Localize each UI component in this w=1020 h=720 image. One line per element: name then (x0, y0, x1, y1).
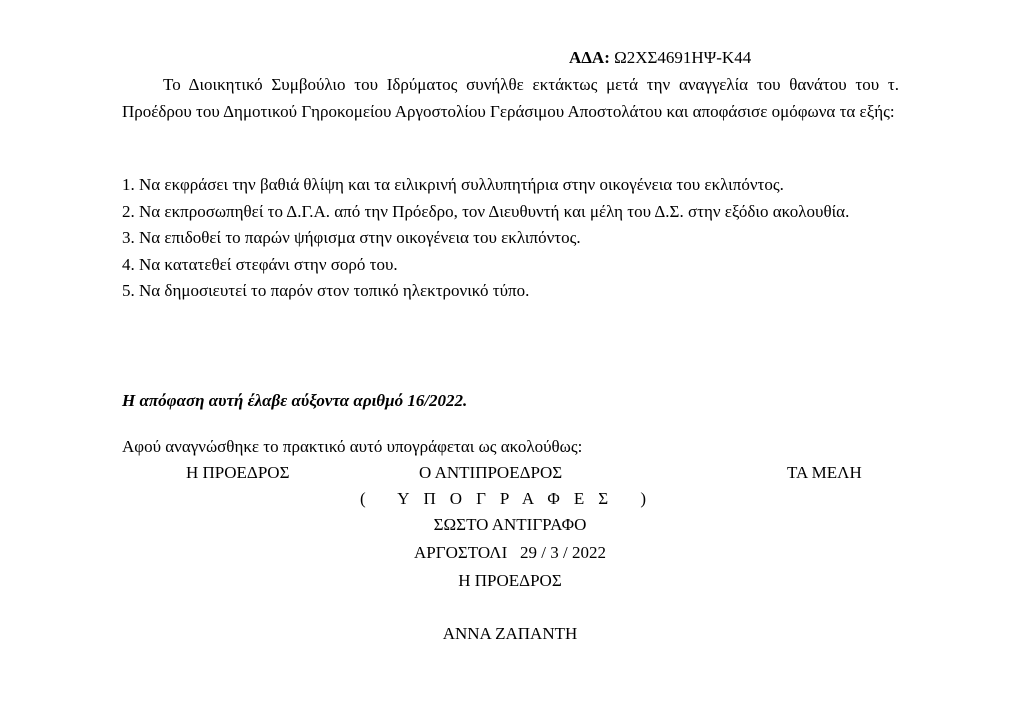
decision-item-3: 3. Να επιδοθεί το παρών ψήφισμα στην οικογένεια του εκλιπόντος. (122, 228, 581, 247)
place-date: ΑΡΓΟΣΤΟΛΙ 29 / 3 / 2022 (414, 543, 606, 562)
ada-reference (569, 48, 751, 68)
ada-value: Ω2ΧΣ4691ΗΨ-Κ44 (614, 48, 752, 67)
signatures-label: ( ΥΠΟΓΡΑΦΕΣ ) (359, 489, 661, 508)
decision-item-5: 5. Να δημοσιευτεί το παρόν στον τοπικό ηλεκτρονικό τύπο. (122, 281, 530, 300)
intro-paragraph: Το Διοικητικό Συμβούλιο του Ιδρύματος συνήλθε εκτάκτως μετά την αναγγελία του θανάτου του τ. Προέδρου του Δημοτικού Γηροκομείου Αργοστολίου Γεράσιμου Αποστολάτου και αποφάσισε ομόφωνα τα εξής: (122, 75, 899, 121)
decision-item-4: 4. Να κατατεθεί στεφάνι στην σορό του. (122, 254, 398, 274)
closing-title: Η ΠΡΟΕΔΡΟΣ (458, 571, 562, 590)
decision-item-1: 1. Να εκφράσει την βαθιά θλίψη και τα ειλικρινή συλλυπητήρια στην οικογένεια του εκλιπόντος. (122, 175, 784, 194)
signatory-vice-president: Ο ΑΝΤΙΠΡΟΕΔΡΟΣ (419, 463, 563, 482)
true-copy-label: ΣΩΣΤΟ ΑΝΤΙΓΡΑΦΟ (433, 515, 587, 534)
signatory-president: Η ΠΡΟΕΔΡΟΣ (186, 463, 290, 482)
decision-items-list (122, 172, 899, 305)
after-reading-line: Αφού αναγνώσθηκε το πρακτικό αυτό υπογράφεται ως ακολούθως: (122, 437, 583, 456)
closing-name: ΑΝΝΑ ΖΑΠΑΝΤΗ (442, 624, 578, 643)
signatory-members: ΤΑ ΜΕΛΗ (787, 463, 862, 482)
decision-number: Η απόφαση αυτή έλαβε αύξοντα αριθμό 16/2022. (122, 391, 468, 410)
decision-item-2: 2. Να εκπροσωπηθεί το Δ.Γ.Α. από την Πρόεδρο, τον Διευθυντή και μέλη του Δ.Σ. στην εξόδιο ακολουθία. (122, 201, 850, 221)
ada-label: ΑΔΑ: (569, 48, 610, 67)
